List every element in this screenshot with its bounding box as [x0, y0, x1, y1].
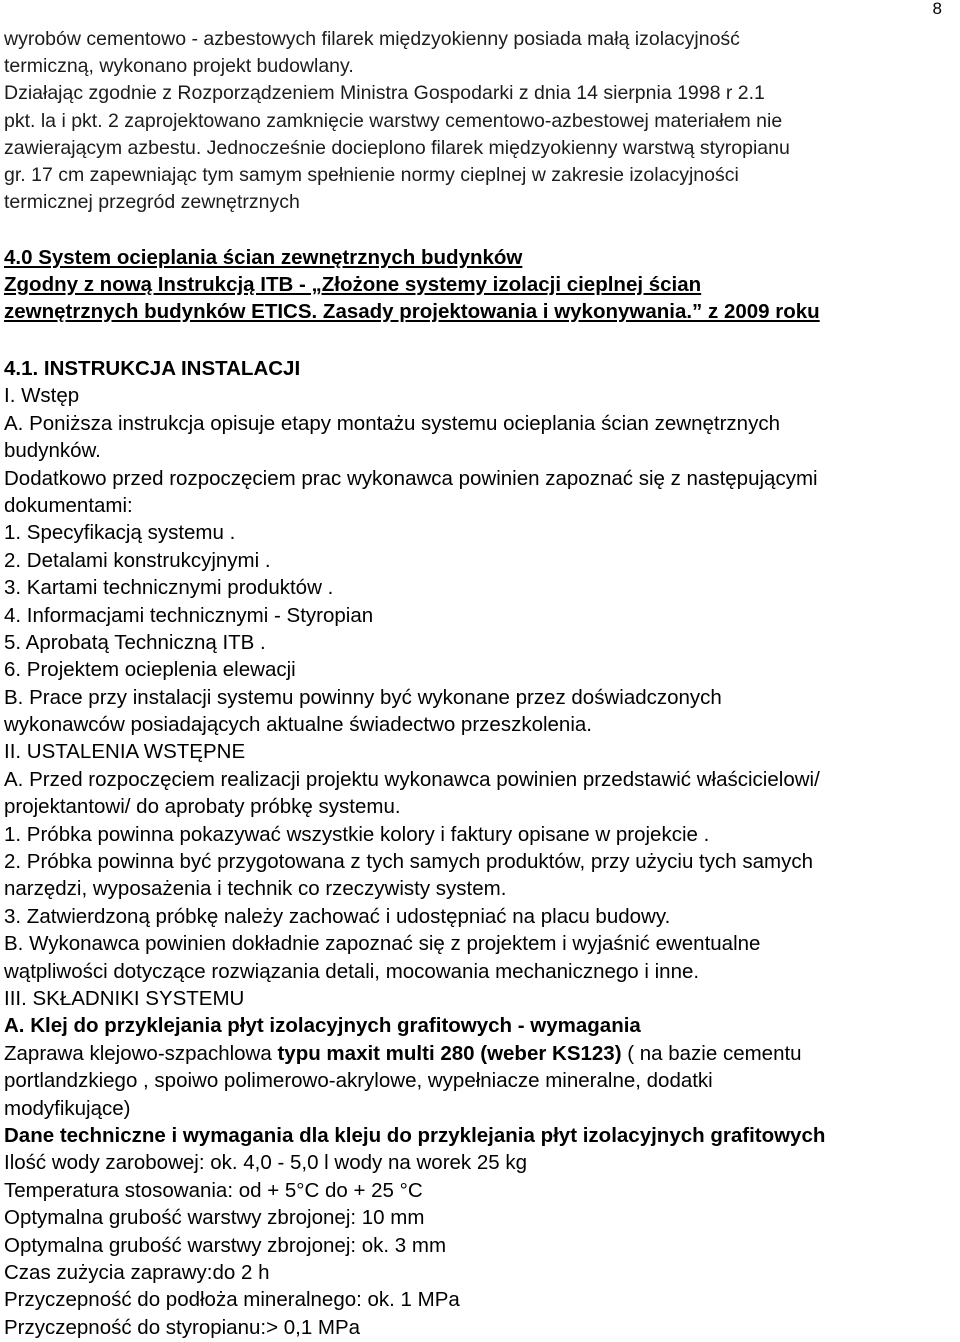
text-line: 1. Próbka powinna pokazywać wszystkie kolory i faktury opisane w projekcie . [4, 822, 710, 846]
mortar-product: typu maxit multi 280 (weber KS123) [277, 1041, 622, 1065]
mortar-text: ( na bazie cementu [621, 1041, 802, 1065]
text-line: projektantowi/ do aprobaty próbkę systemu. [4, 795, 401, 819]
document-list-item: 3. Kartami technicznymi produktów . [4, 576, 334, 600]
text-line: narzędzi, wyposażenia i technik co rzeczywisty system. [4, 877, 507, 901]
technical-data-heading: Dane techniczne i wymagania dla kleju do przyklejania płyt izolacyjnych grafitowych [4, 1123, 826, 1147]
adhesive-heading: A. Klej do przyklejania płyt izolacyjnych grafitowych - wymagania [4, 1014, 641, 1038]
document-list-item: 2. Detalami konstrukcyjnymi . [4, 548, 271, 572]
mortar-line [4, 1040, 960, 1067]
section-title-preliminary: II. USTALENIA WSTĘPNE [4, 740, 246, 764]
text-line: dokumentami: [4, 493, 133, 517]
text-line: Działając zgodnie z Rozporządzeniem Ministra Gospodarki z dnia 14 sierpnia 1998 r 2.1 [4, 82, 765, 105]
text-line: B. Wykonawca powinien dokładnie zapoznać się z projektem i wyjaśnić ewentualne [4, 932, 761, 956]
technical-data-item: Czas zużycia zaprawy:do 2 h [4, 1260, 270, 1284]
text-line: wykonawców posiadających aktualne świadectwo przeszkolenia. [4, 713, 592, 737]
text-line: budynków. [4, 439, 101, 463]
section-title-components: III. SKŁADNIKI SYSTEMU [4, 986, 245, 1010]
text-line: B. Prace przy instalacji systemu powinny być wykonane przez doświadczonych [4, 685, 722, 709]
text-line: modyfikujące) [4, 1096, 131, 1120]
technical-data-item: Przyczepność do podłoża mineralnego: ok. 1 MPa [4, 1288, 460, 1312]
text-line: termiczną, wykonano projekt budowlany. [4, 55, 354, 78]
text-line: wyrobów cementowo - azbestowych filarek międzyokienny posiada małą izolacyjność [4, 28, 740, 50]
document-list-item: 6. Projektem ocieplenia elewacji [4, 658, 296, 682]
text-line: A. Przed rozpoczęciem realizacji projektu wykonawca powinien przedstawić właścicielowi/ [4, 767, 820, 791]
heading-line: 4.0 System ocieplania ścian zewnętrznych budynków [4, 246, 523, 269]
technical-data-item: Ilość wody zarobowej: ok. 4,0 - 5,0 l wody na worek 25 kg [4, 1151, 528, 1175]
mortar-text: Zaprawa klejowo-szpachlowa [4, 1041, 278, 1065]
page-number: 8 [932, 0, 942, 18]
document-list-item: 1. Specyfikacją systemu . [4, 521, 236, 545]
text-line: Dodatkowo przed rozpoczęciem prac wykonawca powinien zapoznać się z następującymi [4, 466, 818, 490]
text-line: gr. 17 cm zapewniając tym samym spełnienie normy cieplnej w zakresie izolacyjności [4, 163, 739, 186]
section-heading [4, 244, 960, 325]
text-line: wątpliwości dotyczące rozwiązania detali, mocowania mechanicznego i inne. [4, 959, 700, 983]
technical-data-item: Optymalna grubość warstwy zbrojonej: 10 mm [4, 1206, 425, 1230]
technical-data-item: Temperatura stosowania: od + 5°C do + 25 °C [4, 1178, 423, 1202]
section-title-intro: I. Wstęp [4, 384, 80, 408]
instruction-body [4, 355, 960, 1341]
text-line: portlandzkiego , spoiwo polimerowo-akrylowe, wypełniacze mineralne, dodatki [4, 1069, 713, 1093]
text-line: 2. Próbka powinna być przygotowana z tych samych produktów, przy użyciu tych samych [4, 850, 813, 874]
text-line: termicznej przegród zewnętrznych [4, 191, 300, 214]
text-line: A. Poniższa instrukcja opisuje etapy montażu systemu ocieplania ścian zewnętrznych [4, 411, 780, 435]
text-line: pkt. la i pkt. 2 zaprojektowano zamknięcie warstwy cementowo-azbestowej materiałem nie [4, 109, 783, 132]
intro-paragraph [4, 26, 960, 216]
document-list-item: 4. Informacjami technicznymi - Styropian [4, 603, 374, 627]
heading-line: Zgodny z nową Instrukcją ITB - „Złożone systemy izolacji cieplnej ścian [4, 273, 702, 296]
heading-line: zewnętrznych budynków ETICS. Zasady projektowania i wykonywania.” z 2009 roku [4, 300, 820, 323]
text-line: 3. Zatwierdzoną próbkę należy zachować i udostępniać na placu budowy. [4, 904, 671, 928]
document-list-item: 5. Aprobatą Techniczną ITB . [4, 630, 266, 654]
technical-data-item: Przyczepność do styropianu:> 0,1 MPa [4, 1315, 361, 1339]
technical-data-item: Optymalna grubość warstwy zbrojonej: ok. 3 mm [4, 1233, 447, 1257]
instruction-title: 4.1. INSTRUKCJA INSTALACJI [4, 357, 301, 380]
text-line: zawierającym azbestu. Jednocześnie docieplono filarek międzyokienny warstwą styropianu [4, 136, 790, 159]
